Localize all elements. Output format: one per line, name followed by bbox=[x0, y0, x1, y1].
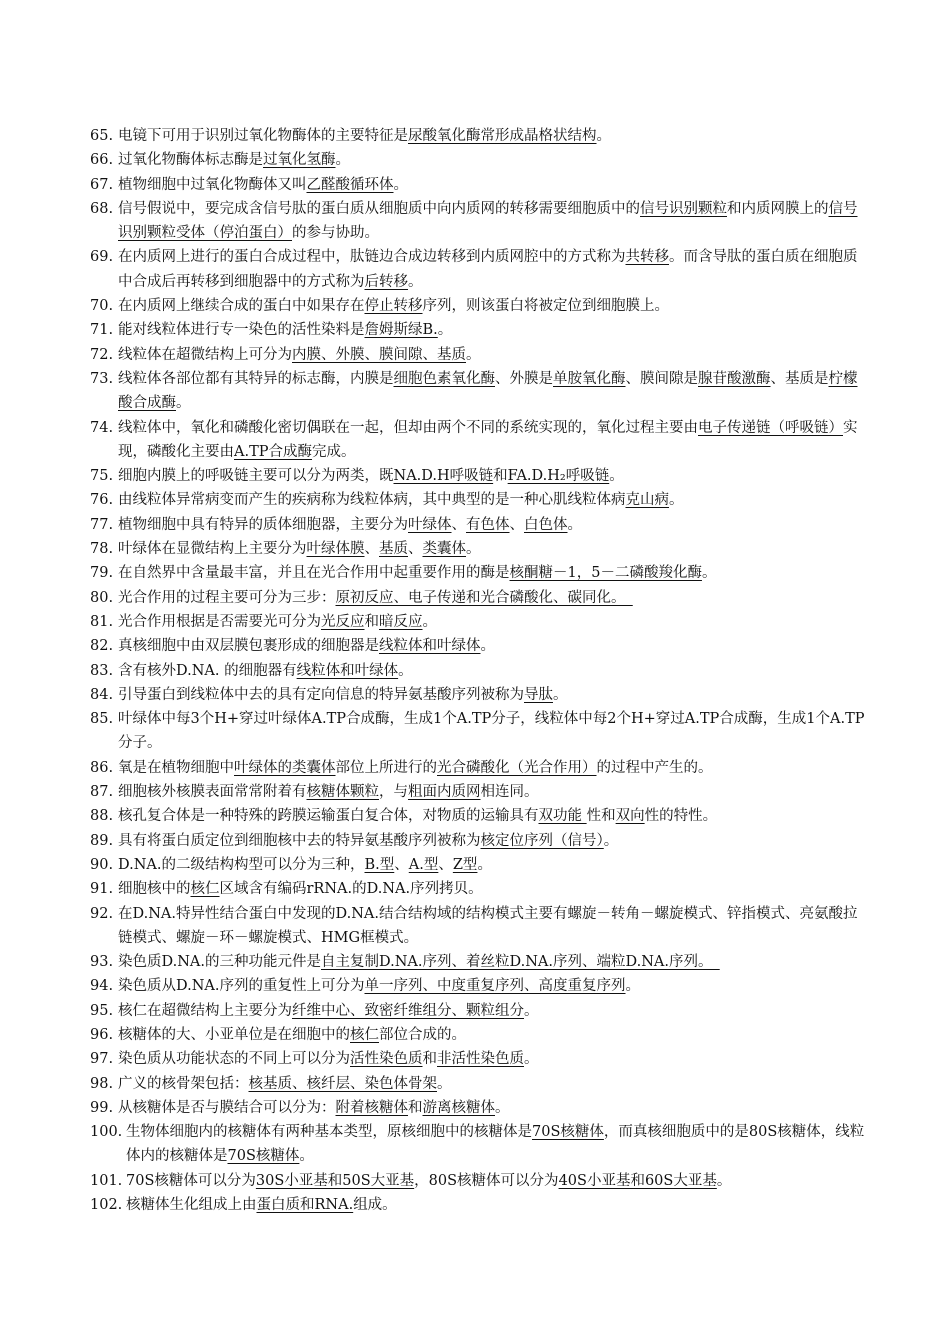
question-text: 叶绿体在显微结构上主要分为 bbox=[118, 541, 307, 558]
question-text: 核糖体的大、小亚单位是在细胞中的 bbox=[118, 1026, 350, 1043]
question-text: 线粒体中，氧化和磷酸化密切偶联在一起，但却由两个不同的系统实现的，氧化过程主要由 bbox=[118, 419, 698, 436]
question-text: 实现，磷酸化主要由 bbox=[118, 419, 858, 460]
question-item bbox=[90, 804, 866, 828]
answer-text: 活性染色质 bbox=[350, 1051, 423, 1068]
question-text: 。 bbox=[524, 1051, 539, 1068]
question-number: 80. bbox=[90, 589, 114, 606]
question-text: 。 bbox=[625, 978, 640, 995]
answer-text: 柠檬酸合成酶 bbox=[118, 370, 858, 412]
answer-text: 纤维中心、致密纤维组分、颗粒组分 bbox=[292, 1002, 524, 1019]
answer-text: 核基质、核纤层、染色体骨架 bbox=[248, 1075, 437, 1092]
question-text: 性的特性。 bbox=[644, 808, 718, 825]
question-text: 。 bbox=[609, 468, 624, 485]
answer-text: 光反应 bbox=[321, 613, 365, 630]
question-item bbox=[90, 1193, 866, 1217]
question-text: 引导蛋白到线粒体中去的具有定向信息的特异氨基酸序列被称为 bbox=[118, 686, 524, 703]
question-number: 82. bbox=[90, 638, 114, 655]
question-text: 。 bbox=[669, 492, 684, 509]
question-item bbox=[90, 367, 866, 416]
question-text: 部位合成的。 bbox=[379, 1026, 466, 1043]
question-number: 93. bbox=[90, 954, 114, 971]
answer-text: 70S核糖体 bbox=[532, 1124, 604, 1141]
question-text: 部位上所进行的 bbox=[335, 759, 437, 776]
question-number: 65. bbox=[90, 128, 114, 144]
question-text: 过氧化物酶体标志酶是 bbox=[118, 152, 263, 169]
question-number: 94. bbox=[90, 978, 114, 995]
answer-text: 过氧化氢酶 bbox=[263, 152, 336, 169]
answer-text: 40S小亚基和60S大亚基 bbox=[558, 1172, 717, 1189]
question-number: 99. bbox=[90, 1099, 114, 1116]
question-text: 广义的核骨架包括： bbox=[118, 1075, 249, 1092]
answer-text: B.型 bbox=[364, 856, 395, 873]
question-text: 的过程中产生的。 bbox=[596, 759, 713, 776]
question-item bbox=[90, 877, 866, 901]
question-text: 、膜间隙是 bbox=[625, 370, 698, 387]
answer-text: 叶绿体膜 bbox=[306, 541, 365, 558]
answer-text: 导肽 bbox=[524, 686, 553, 703]
question-text: 在自然界中含量最丰富，并且在光合作用中起重要作用的酶是 bbox=[118, 565, 510, 582]
question-item bbox=[90, 659, 866, 683]
question-text: 和 bbox=[493, 468, 508, 485]
question-item bbox=[90, 561, 866, 585]
question-text: 。 bbox=[466, 541, 481, 558]
question-item bbox=[90, 1096, 866, 1120]
answer-text: FA.D.H₂呼吸链 bbox=[507, 468, 610, 485]
question-text: 叶绿体中每3个H+穿过叶绿体A.TP合成酶，生成1个A.TP分子，线粒体中每2个H+穿过A.TP合成酶，生成1个A.TP分子。 bbox=[118, 711, 865, 752]
question-number: 67. bbox=[90, 176, 114, 193]
answer-text: 克山病 bbox=[625, 492, 669, 509]
question-number: 101. bbox=[90, 1172, 123, 1189]
answer-text: 单胺氧化酶 bbox=[553, 370, 626, 387]
answer-text: 后转移 bbox=[364, 273, 408, 290]
answer-text: 暗反应 bbox=[379, 613, 423, 630]
question-number: 92. bbox=[90, 905, 114, 922]
answer-text: 粗面内质网 bbox=[408, 784, 481, 801]
question-text: 染色质从D.NA.序列的重复性上可分为 bbox=[118, 978, 365, 995]
question-text: 组成。 bbox=[353, 1197, 397, 1214]
question-number: 86. bbox=[90, 759, 114, 776]
question-text: 植物细胞中具有特异的质体细胞器，主要分为 bbox=[118, 516, 408, 533]
question-number: 70. bbox=[90, 298, 114, 315]
answer-text: A.TP合成酶 bbox=[234, 443, 313, 460]
question-text: 。 bbox=[437, 322, 453, 339]
answer-text: 原初反应、电子传递和光合磷酸化、碳同化。 bbox=[335, 589, 633, 606]
answer-text: 核定位序列（信号） bbox=[480, 832, 604, 849]
answer-text: 核酮糖－1，5－二磷酸羧化酶 bbox=[509, 565, 702, 582]
answer-text: 叶绿体 bbox=[408, 516, 452, 533]
question-text: 。 bbox=[567, 516, 582, 533]
question-text: ，与 bbox=[379, 784, 408, 801]
question-item bbox=[90, 1047, 866, 1071]
question-number: 76. bbox=[90, 492, 114, 509]
answer-text: 有色体 bbox=[466, 516, 510, 533]
question-item bbox=[90, 707, 866, 756]
question-text: 、外膜是 bbox=[495, 370, 553, 387]
question-text: 和 bbox=[364, 613, 379, 630]
answer-text: NA.D.H呼吸链 bbox=[393, 468, 494, 485]
question-text: 。 bbox=[398, 662, 413, 679]
question-number: 72. bbox=[90, 346, 114, 363]
question-item bbox=[90, 902, 866, 951]
question-number: 73. bbox=[90, 370, 114, 387]
answer-text: 附着核糖体 bbox=[335, 1099, 408, 1116]
question-item bbox=[90, 124, 866, 148]
answer-text: 核仁 bbox=[350, 1026, 379, 1043]
question-text: 区域含有编码rRNA.的D.NA.序列拷贝。 bbox=[219, 881, 483, 898]
question-item bbox=[90, 829, 866, 853]
question-text: 。 bbox=[176, 395, 191, 412]
question-text: 核糖体生化组成上由 bbox=[126, 1197, 257, 1214]
question-text: 、 bbox=[364, 541, 379, 558]
answer-text: 70S核糖体 bbox=[227, 1148, 300, 1165]
question-text: 。 bbox=[716, 1172, 732, 1189]
question-item bbox=[90, 1120, 866, 1169]
question-text: 序列，则该蛋白将被定位到细胞膜上。 bbox=[422, 298, 669, 315]
question-number: 89. bbox=[90, 832, 114, 849]
question-text: 和 bbox=[408, 1099, 423, 1116]
question-text: 。 bbox=[299, 1148, 314, 1165]
question-text: 。 bbox=[437, 1075, 452, 1092]
answer-text: 电子传递链（呼吸链） bbox=[698, 419, 843, 436]
question-item bbox=[90, 1072, 866, 1096]
answer-text: 30S小亚基和50S大亚基 bbox=[255, 1172, 415, 1189]
answer-text: 詹姆斯绿B. bbox=[364, 322, 438, 339]
question-text: 在内质网上进行的蛋白合成过程中，肽链边合成边转移到内质网腔中的方式称为 bbox=[118, 249, 626, 266]
answer-text: 内膜、外膜、膜间隙、基质 bbox=[292, 346, 466, 363]
question-number: 75. bbox=[90, 468, 114, 485]
question-text: 真核细胞中由双层膜包裹形成的细胞器是 bbox=[118, 638, 379, 655]
question-number: 102. bbox=[90, 1197, 123, 1214]
question-number: 77. bbox=[90, 516, 114, 533]
answer-text: 信号识别颗粒受体（停泊蛋白） bbox=[118, 200, 858, 242]
question-text: 。 bbox=[553, 686, 568, 703]
question-text: 和内质网膜上的 bbox=[727, 200, 829, 217]
question-text: 。 bbox=[335, 152, 350, 169]
question-item bbox=[90, 197, 866, 246]
question-text: 氧是在植物细胞中 bbox=[118, 759, 234, 776]
question-number: 91. bbox=[90, 881, 114, 898]
question-text: 在D.NA.特异性结合蛋白中发现的D.NA.结合结构域的结构模式主要有螺旋－转角－螺旋模式、锌指模式、亮氨酸拉链模式、螺旋－环－螺旋模式、HMG框模式。 bbox=[118, 905, 858, 946]
question-text: 。 bbox=[408, 273, 423, 290]
question-item bbox=[90, 318, 866, 342]
question-item bbox=[90, 294, 866, 318]
question-item bbox=[90, 950, 866, 974]
question-text: 的参与协助。 bbox=[292, 225, 379, 242]
question-number: 69. bbox=[90, 249, 114, 266]
question-text: 。 bbox=[495, 1099, 510, 1116]
answer-text: 单一序列、中度重复序列、高度重复序列 bbox=[364, 978, 626, 995]
question-text: 能对线粒体进行专一染色的活性染料是 bbox=[118, 322, 365, 339]
question-text: 、 bbox=[509, 516, 524, 533]
answer-text: 线粒体和叶绿体 bbox=[296, 662, 399, 679]
question-item bbox=[90, 537, 866, 561]
question-number: 98. bbox=[90, 1075, 114, 1092]
question-number: 90. bbox=[90, 856, 114, 873]
question-text: 。 bbox=[596, 128, 611, 144]
question-text: 染色质从功能状态的不同上可以分为 bbox=[118, 1051, 350, 1068]
question-text: 具有将蛋白质定位到细胞核中去的特异氨基酸序列被称为 bbox=[118, 832, 481, 849]
question-text: 植物细胞中过氧化物酶体又叫 bbox=[118, 176, 307, 193]
question-text: 染色质D.NA.的三种功能元件是 bbox=[118, 954, 321, 971]
question-text: 细胞核外核膜表面常常附着有 bbox=[118, 784, 307, 801]
answer-text: 自主复制D.NA.序列、着丝粒D.NA.序列、端粒D.NA.序列。 bbox=[321, 954, 720, 971]
question-text: 线粒体各部位都有其特异的标志酶，内膜是 bbox=[118, 370, 394, 387]
question-text: ，80S核糖体可以分为 bbox=[414, 1172, 559, 1189]
question-text: 核仁在超微结构上主要分为 bbox=[118, 1002, 292, 1019]
question-text: 。 bbox=[393, 176, 408, 193]
question-text: 性和 bbox=[586, 808, 616, 825]
question-item bbox=[90, 974, 866, 998]
answer-text: 蛋白质和RNA. bbox=[256, 1197, 354, 1214]
answer-text: 白色体 bbox=[524, 516, 568, 533]
answer-text: 双功能 bbox=[538, 808, 587, 825]
question-text: 。 bbox=[524, 1002, 539, 1019]
question-number: 96. bbox=[90, 1026, 114, 1043]
question-text: 相连同。 bbox=[480, 784, 539, 801]
answer-text: 光合磷酸化（光合作用） bbox=[437, 759, 597, 776]
question-item bbox=[90, 173, 866, 197]
question-item bbox=[90, 610, 866, 634]
question-text: 。 bbox=[422, 613, 437, 630]
question-number: 71. bbox=[90, 322, 114, 339]
question-text: 、基质是 bbox=[770, 370, 829, 387]
question-text: 细胞内膜上的呼吸链主要可以分为两类，既 bbox=[118, 468, 394, 485]
question-number: 95. bbox=[90, 1002, 114, 1019]
question-item bbox=[90, 999, 866, 1023]
question-text: 。 bbox=[477, 856, 492, 873]
answer-text: 核糖体颗粒 bbox=[306, 784, 379, 801]
question-item bbox=[90, 756, 866, 780]
question-number: 84. bbox=[90, 686, 114, 703]
answer-text: 线粒体和叶绿体 bbox=[379, 638, 481, 655]
question-text: 信号假说中，要完成含信号肽的蛋白质从细胞质中向内质网的转移需要细胞质中的 bbox=[118, 200, 640, 217]
question-item bbox=[90, 780, 866, 804]
answer-text: 非活性染色质 bbox=[437, 1051, 524, 1068]
question-item bbox=[90, 343, 866, 367]
answer-text: 双向 bbox=[615, 808, 645, 825]
question-text: 。而含导肽的蛋白质在细胞质中合成后再转移到细胞器中的方式称为 bbox=[118, 249, 858, 290]
question-text: 完成。 bbox=[312, 443, 356, 460]
question-number: 78. bbox=[90, 541, 114, 558]
question-number: 81. bbox=[90, 613, 114, 630]
question-item bbox=[90, 416, 866, 465]
answer-text: 尿酸氧化酶常形成晶格状结构 bbox=[408, 128, 597, 144]
question-text: 线粒体在超微结构上可分为 bbox=[118, 346, 292, 363]
answer-text: 共转移 bbox=[625, 249, 669, 266]
question-item bbox=[90, 513, 866, 537]
answer-text: 停止转移 bbox=[364, 298, 423, 315]
question-item bbox=[90, 586, 866, 610]
question-text: 70S核糖体可以分为 bbox=[126, 1172, 256, 1189]
question-number: 97. bbox=[90, 1051, 114, 1068]
answer-text: Z型 bbox=[452, 856, 478, 873]
answer-text: 核仁 bbox=[190, 881, 220, 898]
question-text: 。 bbox=[480, 638, 495, 655]
question-number: 79. bbox=[90, 565, 114, 582]
question-item bbox=[90, 683, 866, 707]
question-text: 。 bbox=[603, 832, 619, 849]
question-text: 核孔复合体是一种特殊的跨膜运输蛋白复合体，对物质的运输具有 bbox=[118, 808, 539, 825]
question-text: 细胞核中的 bbox=[118, 881, 191, 898]
question-number: 87. bbox=[90, 784, 114, 801]
question-number: 83. bbox=[90, 662, 114, 679]
question-text: 光合作用根据是否需要光可分为 bbox=[118, 613, 321, 630]
question-item bbox=[90, 148, 866, 172]
question-text: 光合作用的过程主要可分为三步： bbox=[118, 589, 336, 606]
answer-text: 类囊体 bbox=[422, 541, 466, 558]
question-number: 85. bbox=[90, 711, 114, 728]
question-text: 生物体细胞内的核糖体有两种基本类型，原核细胞中的核糖体是 bbox=[126, 1124, 532, 1141]
question-item bbox=[90, 1169, 866, 1193]
answer-text: 基质 bbox=[379, 541, 408, 558]
question-text: 含有核外D.NA. 的细胞器有 bbox=[118, 662, 297, 679]
answer-text: 信号识别颗粒 bbox=[640, 200, 727, 217]
question-text: 。 bbox=[701, 565, 717, 582]
answer-text: 叶绿体的类囊体 bbox=[234, 759, 336, 776]
question-text: 、 bbox=[451, 516, 466, 533]
question-text: 从核糖体是否与膜结合可以分为： bbox=[118, 1099, 336, 1116]
question-text: D.NA.的二级结构构型可以分为三种， bbox=[118, 856, 365, 873]
answer-text: 腺苷酸激酶 bbox=[698, 370, 771, 387]
question-number: 68. bbox=[90, 200, 114, 217]
question-text: ，而真核细胞质中的是80S核糖体，线粒体内的核糖体是 bbox=[126, 1124, 865, 1165]
question-item bbox=[90, 634, 866, 658]
question-text: 电镜下可用于识别过氧化物酶体的主要特征是 bbox=[118, 128, 408, 144]
question-text: 、 bbox=[394, 856, 409, 873]
question-text: 、 bbox=[438, 856, 453, 873]
question-number: 100. bbox=[90, 1124, 123, 1141]
question-item bbox=[90, 245, 866, 294]
question-number: 88. bbox=[90, 808, 114, 825]
question-item bbox=[90, 464, 866, 488]
question-text: 由线粒体异常病变而产生的疾病称为线粒体病，其中典型的是一种心肌线粒体病 bbox=[118, 492, 626, 509]
question-text: 。 bbox=[466, 346, 481, 363]
question-text: 和 bbox=[422, 1051, 437, 1068]
answer-text: A.型 bbox=[408, 856, 439, 873]
question-item bbox=[90, 1023, 866, 1047]
question-text: 在内质网上继续合成的蛋白中如果存在 bbox=[118, 298, 365, 315]
question-number: 66. bbox=[90, 152, 114, 169]
question-list bbox=[90, 124, 866, 1217]
question-number: 74. bbox=[90, 419, 114, 436]
answer-text: 游离核糖体 bbox=[422, 1099, 495, 1116]
question-item bbox=[90, 853, 866, 877]
question-item bbox=[90, 488, 866, 512]
answer-text: 乙醛酸循环体 bbox=[306, 176, 394, 193]
question-text: 、 bbox=[408, 541, 423, 558]
answer-text: 细胞色素氧化酶 bbox=[393, 370, 495, 387]
